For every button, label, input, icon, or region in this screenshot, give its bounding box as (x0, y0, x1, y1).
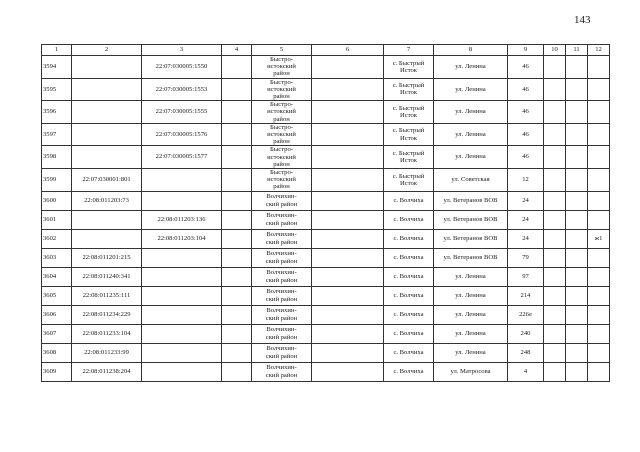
table-cell-col7 (384, 248, 434, 267)
cell-line: ский район (265, 352, 298, 360)
table-row (42, 78, 610, 101)
table-cell-col3 (142, 248, 222, 267)
table-cell-col3 (142, 286, 222, 305)
table-cell-col2: 22:08:011240:341 (72, 267, 142, 286)
table-cell-col1: 3609 (42, 362, 72, 381)
table-cell-col5 (252, 78, 312, 101)
column-header: 9 (508, 45, 544, 56)
table-cell-col11 (566, 56, 588, 79)
table-cell-col11 (566, 229, 588, 248)
table-row (42, 191, 610, 210)
table-cell-col8: ул. Ленина (434, 267, 508, 286)
table-cell-col10 (544, 229, 566, 248)
table-cell-col8: ул. Матросова (434, 362, 508, 381)
table-cell-col8: ул. Ленина (434, 101, 508, 124)
cell-line: ский район (265, 333, 298, 341)
table-cell-col6 (312, 305, 384, 324)
table-cell-col9: 214 (508, 286, 544, 305)
table-cell-col4 (222, 362, 252, 381)
cell-line: Быстро- (270, 78, 293, 86)
table-cell-col2 (72, 210, 142, 229)
table-cell-col9: 240 (508, 324, 544, 343)
table-cell-col6 (312, 248, 384, 267)
column-header: 5 (252, 45, 312, 56)
cell-line: с. Волчиха (393, 368, 424, 376)
table-cell-col4 (222, 169, 252, 192)
table-row (42, 56, 610, 79)
table-cell-col12 (588, 123, 610, 146)
cell-line: с. Быстрый (392, 59, 425, 67)
table-cell-col11 (566, 78, 588, 101)
table-cell-col2: 22:08:011233:99 (72, 343, 142, 362)
table-cell-col6 (312, 123, 384, 146)
table-cell-col1: 3596 (42, 101, 72, 124)
table-cell-col5 (252, 146, 312, 169)
table-row (42, 362, 610, 381)
column-header: 4 (222, 45, 252, 56)
table-cell-col1: 3594 (42, 56, 72, 79)
table-cell-col6 (312, 267, 384, 286)
cell-line: истокский (267, 131, 296, 139)
table-cell-col6 (312, 169, 384, 192)
column-header: 8 (434, 45, 508, 56)
table-cell-col7 (384, 267, 434, 286)
table-cell-col12 (588, 305, 610, 324)
table-cell-col7 (384, 123, 434, 146)
table-cell-col1: 3601 (42, 210, 72, 229)
table-cell-col2: 22:08:011235:111 (72, 286, 142, 305)
table-cell-col1: 3607 (42, 324, 72, 343)
table-cell-col4 (222, 343, 252, 362)
table-cell-col11 (566, 286, 588, 305)
table-cell-col7 (384, 169, 434, 192)
table-cell-col9: 79 (508, 248, 544, 267)
table-cell-col9: 4 (508, 362, 544, 381)
table-cell-col2 (72, 123, 142, 146)
table-cell-col7 (384, 286, 434, 305)
table-cell-col9: 46 (508, 123, 544, 146)
table-cell-col3: 22:07:030005:1555 (142, 101, 222, 124)
column-header: 6 (312, 45, 384, 56)
table-cell-col12 (588, 78, 610, 101)
table-cell-col5 (252, 101, 312, 124)
cell-line: Волчихин- (266, 345, 297, 353)
table-cell-col10 (544, 191, 566, 210)
cell-line: ский район (265, 295, 298, 303)
table-cell-col4 (222, 324, 252, 343)
cell-line: ский район (265, 238, 298, 246)
table-cell-col12 (588, 169, 610, 192)
cell-line: с. Быстрый (392, 82, 425, 90)
table-cell-col10 (544, 146, 566, 169)
cell-line: с. Быстрый (392, 150, 425, 158)
table-row (42, 123, 610, 146)
table-cell-col8: ул. Ветеранов ВОВ (434, 210, 508, 229)
table-cell-col4 (222, 267, 252, 286)
cell-line: с. Волчиха (393, 235, 424, 243)
cell-line: ский район (265, 371, 298, 379)
table-cell-col3: 22:08:011203:136 (142, 210, 222, 229)
cell-line: Исток (400, 66, 417, 74)
cell-line: район (273, 93, 290, 101)
cell-line: истокский (267, 153, 296, 161)
table-cell-col4 (222, 248, 252, 267)
table-cell-col4 (222, 286, 252, 305)
table-cell-col9: 248 (508, 343, 544, 362)
table-cell-col4 (222, 305, 252, 324)
column-header: 12 (588, 45, 610, 56)
table-cell-col1: 3602 (42, 229, 72, 248)
table-cell-col2: 22:08:011238:204 (72, 362, 142, 381)
table-cell-col2 (72, 146, 142, 169)
table-cell-col3: 22:08:011203:104 (142, 229, 222, 248)
table-row (42, 305, 610, 324)
column-header: 3 (142, 45, 222, 56)
table-cell-col10 (544, 286, 566, 305)
table-cell-col3: 22:07:030005:1553 (142, 78, 222, 101)
table-cell-col5 (252, 286, 312, 305)
table-cell-col5 (252, 267, 312, 286)
table-row (42, 229, 610, 248)
table-cell-col2 (72, 78, 142, 101)
table-cell-col5 (252, 169, 312, 192)
table-cell-col10 (544, 101, 566, 124)
table-cell-col3 (142, 169, 222, 192)
cell-line: Исток (400, 179, 417, 187)
table-cell-col7 (384, 78, 434, 101)
table-cell-col12 (588, 248, 610, 267)
table-cell-col9: 46 (508, 101, 544, 124)
table-cell-col12 (588, 56, 610, 79)
cell-line: с. Волчиха (393, 330, 424, 338)
cell-line: с. Волчиха (393, 349, 424, 357)
table-cell-col7 (384, 146, 434, 169)
cell-line: Волчихин- (266, 364, 297, 372)
cell-line: Волчихин- (266, 231, 297, 239)
cell-line: Волчихин- (266, 326, 297, 334)
table-cell-col11 (566, 267, 588, 286)
cell-line: истокский (267, 176, 296, 184)
table-cell-col10 (544, 267, 566, 286)
cell-line: Быстро- (270, 101, 293, 109)
table-cell-col2: 22:07:030001:801 (72, 169, 142, 192)
table-cell-col11 (566, 123, 588, 146)
cell-line: Исток (400, 134, 417, 142)
table-cell-col5 (252, 362, 312, 381)
table-cell-col1: 3605 (42, 286, 72, 305)
cell-line: Волчихин- (266, 212, 297, 220)
table-row (42, 248, 610, 267)
cell-line: Быстро- (270, 169, 293, 177)
table-cell-col1: 3595 (42, 78, 72, 101)
column-header: 7 (384, 45, 434, 56)
column-header: 10 (544, 45, 566, 56)
cell-line: Волчихин- (266, 250, 297, 258)
registry-table (41, 44, 610, 382)
table-cell-col4 (222, 101, 252, 124)
table-cell-col9: 226е (508, 305, 544, 324)
table-cell-col4 (222, 123, 252, 146)
table-cell-col3: 22:07:030005:1550 (142, 56, 222, 79)
cell-line: Волчихин- (266, 307, 297, 315)
table-cell-col1: 3603 (42, 248, 72, 267)
table-row (42, 169, 610, 192)
cell-line: район (273, 160, 290, 168)
table-cell-col10 (544, 362, 566, 381)
table-cell-col7 (384, 229, 434, 248)
table-cell-col5 (252, 191, 312, 210)
cell-line: с. Волчиха (393, 254, 424, 262)
table-cell-col8: ул. Ленина (434, 305, 508, 324)
table-row (42, 267, 610, 286)
table-cell-col8: ул. Ленина (434, 78, 508, 101)
table-cell-col11 (566, 101, 588, 124)
table-cell-col7 (384, 343, 434, 362)
table-cell-col9: 12 (508, 169, 544, 192)
table-cell-col7 (384, 56, 434, 79)
table-cell-col3 (142, 362, 222, 381)
header-row (42, 45, 610, 56)
table-cell-col1: 3599 (42, 169, 72, 192)
table-cell-col7 (384, 324, 434, 343)
table-cell-col11 (566, 210, 588, 229)
cell-line: район (273, 183, 290, 191)
table-cell-col2: 22:08:011201:215 (72, 248, 142, 267)
table-cell-col10 (544, 56, 566, 79)
cell-line: с. Быстрый (392, 172, 425, 180)
table-cell-col2 (72, 229, 142, 248)
table-cell-col6 (312, 229, 384, 248)
table-cell-col12 (588, 324, 610, 343)
cell-line: с. Волчиха (393, 311, 424, 319)
table-cell-col4 (222, 191, 252, 210)
table-cell-col11 (566, 191, 588, 210)
table-body (42, 45, 610, 382)
table-cell-col8: ул. Ветеранов ВОВ (434, 191, 508, 210)
cell-line: Волчихин- (266, 288, 297, 296)
table-cell-col6 (312, 191, 384, 210)
table-cell-col2 (72, 101, 142, 124)
table-cell-col10 (544, 343, 566, 362)
table-cell-col8: ул. Ленина (434, 56, 508, 79)
table-cell-col7 (384, 210, 434, 229)
cell-line: Быстро- (270, 56, 293, 63)
table-cell-col11 (566, 362, 588, 381)
table-cell-col7 (384, 101, 434, 124)
table-row (42, 324, 610, 343)
table-cell-col7 (384, 191, 434, 210)
table-cell-col9: 24 (508, 210, 544, 229)
cell-line: истокский (267, 85, 296, 93)
table-cell-col8: ул. Ветеранов ВОВ (434, 229, 508, 248)
table-cell-col8: ул. Ленина (434, 286, 508, 305)
table-cell-col6 (312, 343, 384, 362)
cell-line: Исток (400, 157, 417, 165)
table-cell-col1: 3608 (42, 343, 72, 362)
cell-line: ский район (265, 257, 298, 265)
cell-line: район (273, 115, 290, 123)
table-cell-col4 (222, 56, 252, 79)
table-cell-col6 (312, 362, 384, 381)
table-cell-col5 (252, 56, 312, 79)
table-cell-col11 (566, 343, 588, 362)
cell-line: район (273, 138, 290, 146)
table-cell-col2: 22:08:011203:73 (72, 191, 142, 210)
table-cell-col12 (588, 210, 610, 229)
column-header: 1 (42, 45, 72, 56)
table-cell-col12 (588, 267, 610, 286)
table-cell-col11 (566, 305, 588, 324)
table-cell-col11 (566, 169, 588, 192)
table-cell-col2: 22:08:011233:104 (72, 324, 142, 343)
table-cell-col1: 3598 (42, 146, 72, 169)
table-cell-col8: ул. Ленина (434, 343, 508, 362)
cell-line: с. Быстрый (392, 104, 425, 112)
table-cell-col3 (142, 191, 222, 210)
table-cell-col3 (142, 267, 222, 286)
table-cell-col3 (142, 305, 222, 324)
table-cell-col6 (312, 324, 384, 343)
table-cell-col9: 24 (508, 229, 544, 248)
table-cell-col8: ул. Ленина (434, 146, 508, 169)
cell-line: Волчихин- (266, 193, 297, 201)
table-cell-col9: 46 (508, 146, 544, 169)
table-cell-col6 (312, 78, 384, 101)
table-cell-col1: 3606 (42, 305, 72, 324)
table-row (42, 146, 610, 169)
table-cell-col10 (544, 248, 566, 267)
table-cell-col7 (384, 305, 434, 324)
cell-line: Быстро- (270, 146, 293, 154)
table-cell-col12: ж1 (588, 229, 610, 248)
table-cell-col5 (252, 305, 312, 324)
table-cell-col11 (566, 248, 588, 267)
table-cell-col1: 3600 (42, 191, 72, 210)
table-cell-col5 (252, 343, 312, 362)
table-cell-col12 (588, 343, 610, 362)
cell-line: с. Быстрый (392, 127, 425, 135)
table-cell-col6 (312, 56, 384, 79)
column-header: 2 (72, 45, 142, 56)
table-row (42, 210, 610, 229)
table-cell-col6 (312, 101, 384, 124)
table-cell-col9: 24 (508, 191, 544, 210)
table-row (42, 286, 610, 305)
cell-line: ский район (265, 200, 298, 208)
table-row (42, 101, 610, 124)
table-cell-col11 (566, 324, 588, 343)
table-cell-col12 (588, 146, 610, 169)
table-cell-col3 (142, 343, 222, 362)
table-cell-col6 (312, 286, 384, 305)
table-cell-col6 (312, 210, 384, 229)
table-cell-col12 (588, 191, 610, 210)
table-cell-col9: 97 (508, 267, 544, 286)
table-cell-col4 (222, 146, 252, 169)
page-number: 143 (574, 14, 591, 26)
table-cell-col8: ул. Ленина (434, 324, 508, 343)
table-cell-col8: ул. Советская (434, 169, 508, 192)
table-cell-col3: 22:07:030005:1577 (142, 146, 222, 169)
cell-line: Исток (400, 89, 417, 97)
table-cell-col10 (544, 305, 566, 324)
table-cell-col6 (312, 146, 384, 169)
table-cell-col12 (588, 286, 610, 305)
table-cell-col5 (252, 248, 312, 267)
table-cell-col10 (544, 169, 566, 192)
table-cell-col1: 3597 (42, 123, 72, 146)
table-cell-col11 (566, 146, 588, 169)
table-cell-col4 (222, 229, 252, 248)
table-cell-col10 (544, 78, 566, 101)
cell-line: Быстро- (270, 123, 293, 131)
table-cell-col10 (544, 123, 566, 146)
table-cell-col5 (252, 210, 312, 229)
cell-line: ский район (265, 314, 298, 322)
table-cell-col8: ул. Ленина (434, 123, 508, 146)
table-cell-col12 (588, 362, 610, 381)
table-cell-col4 (222, 78, 252, 101)
cell-line: с. Волчиха (393, 273, 424, 281)
cell-line: с. Волчиха (393, 292, 424, 300)
table-cell-col9: 46 (508, 56, 544, 79)
table-cell-col3 (142, 324, 222, 343)
table-cell-col1: 3604 (42, 267, 72, 286)
table-row (42, 343, 610, 362)
cell-line: ский район (265, 219, 298, 227)
table-cell-col12 (588, 101, 610, 124)
cell-line: с. Волчиха (393, 197, 424, 205)
table-cell-col10 (544, 210, 566, 229)
cell-line: истокский (267, 63, 296, 71)
cell-line: с. Волчиха (393, 216, 424, 224)
cell-line: Исток (400, 112, 417, 120)
table-cell-col10 (544, 324, 566, 343)
table-cell-col5 (252, 324, 312, 343)
table-cell-col9: 46 (508, 78, 544, 101)
cell-line: ский район (265, 276, 298, 284)
table-cell-col5 (252, 229, 312, 248)
table-cell-col8: ул. Ветеранов ВОВ (434, 248, 508, 267)
table-cell-col5 (252, 123, 312, 146)
table-cell-col4 (222, 210, 252, 229)
column-header: 11 (566, 45, 588, 56)
cell-line: истокский (267, 108, 296, 116)
table-cell-col2: 22:08:011234:229 (72, 305, 142, 324)
table-cell-col3: 22:07:030005:1576 (142, 123, 222, 146)
table-cell-col7 (384, 362, 434, 381)
table-cell-col2 (72, 56, 142, 79)
cell-line: район (273, 70, 290, 78)
cell-line: Волчихин- (266, 269, 297, 277)
